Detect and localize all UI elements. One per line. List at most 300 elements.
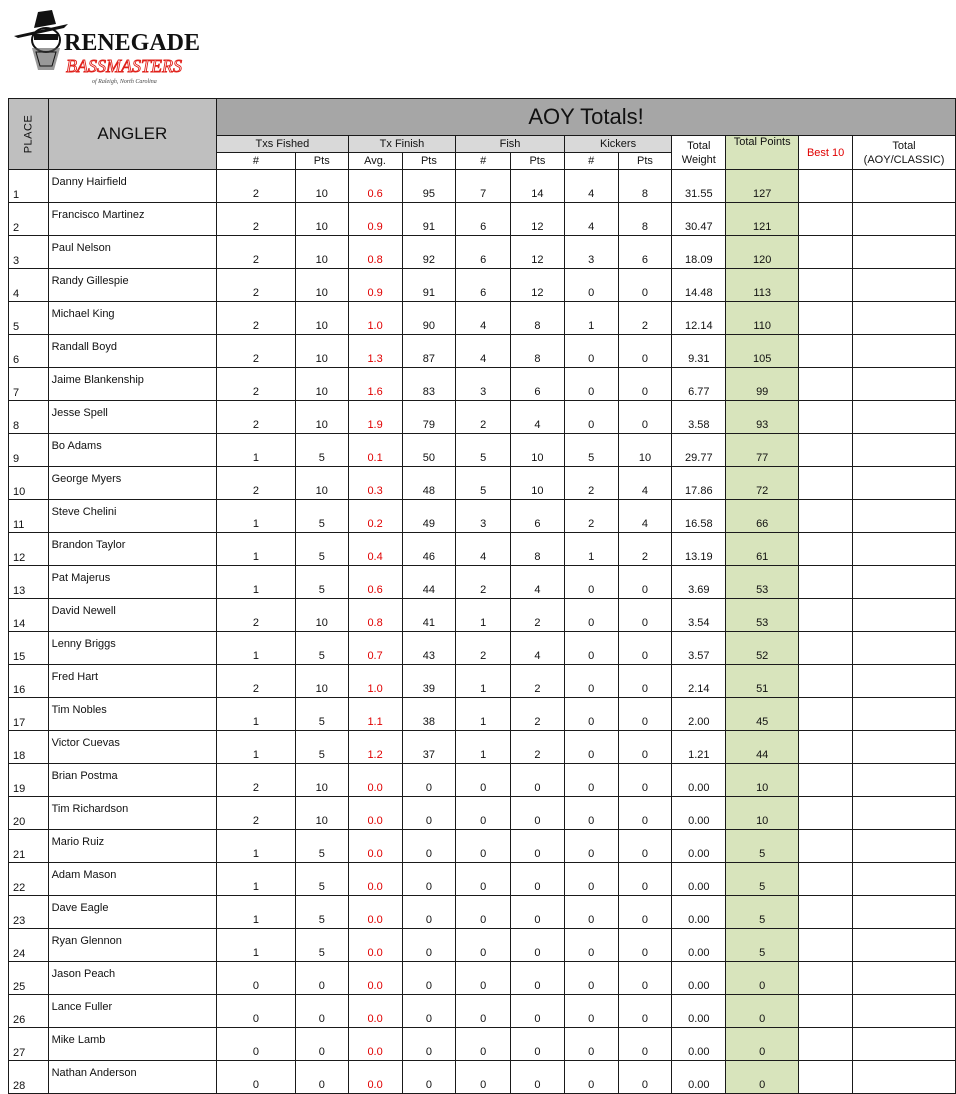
total-aoy-classic-cell	[853, 698, 956, 731]
finish-avg-cell: 0.0	[348, 995, 402, 1028]
kickers-pts-cell: 0	[618, 368, 672, 401]
fish-count-cell: 4	[456, 302, 511, 335]
fish-count-cell: 0	[456, 962, 511, 995]
fish-header: Fish	[456, 136, 564, 153]
fish-count-cell: 7	[456, 170, 511, 203]
txs-fished-pts-cell: 10	[295, 368, 348, 401]
finish-pts-cell: 87	[402, 335, 456, 368]
table-row	[9, 566, 956, 599]
txs-fished-count-cell: 1	[217, 566, 296, 599]
fish-count-cell: 6	[456, 203, 511, 236]
finish-avg-cell: 1.0	[348, 665, 402, 698]
total-aoy-classic-cell	[853, 236, 956, 269]
angler-name-cell: Ryan Glennon	[48, 929, 217, 962]
total-weight-cell: 12.14	[672, 302, 726, 335]
kickers-pts-cell: 0	[618, 830, 672, 863]
fish-pts-cell: 0	[511, 797, 565, 830]
table-row	[9, 962, 956, 995]
total-aoy-classic-cell	[853, 1061, 956, 1094]
kickers-count-cell: 0	[564, 797, 618, 830]
finish-avg-cell: 1.9	[348, 401, 402, 434]
fish-count-cell: 1	[456, 665, 511, 698]
best-10-cell	[799, 764, 853, 797]
total-weight-line1: Total	[687, 139, 711, 152]
total-aoy-classic-cell	[853, 566, 956, 599]
total-aoy-classic-cell	[853, 929, 956, 962]
finish-pts-cell: 0	[402, 797, 456, 830]
finish-avg-cell: 0.8	[348, 599, 402, 632]
fish-count-cell: 1	[456, 698, 511, 731]
total-aoy-classic-cell	[853, 1028, 956, 1061]
finish-avg-cell: 0.9	[348, 269, 402, 302]
finish-avg-cell: 1.6	[348, 368, 402, 401]
table-row	[9, 1061, 956, 1094]
total-aoy-classic-cell	[853, 665, 956, 698]
fish-pts-cell: 2	[511, 665, 565, 698]
table-row	[9, 698, 956, 731]
table-row	[9, 929, 956, 962]
kickers-pts-cell: 0	[618, 599, 672, 632]
kickers-count-cell: 0	[564, 368, 618, 401]
total-points-cell: 0	[726, 1061, 799, 1094]
total-weight-cell: 29.77	[672, 434, 726, 467]
table-row	[9, 434, 956, 467]
kickers-pts-header: Pts	[618, 153, 672, 170]
table-row	[9, 533, 956, 566]
best-10-cell	[799, 632, 853, 665]
place-cell: 22	[9, 863, 49, 896]
total-aoy-classic-cell	[853, 599, 956, 632]
kickers-count-cell: 0	[564, 401, 618, 434]
kickers-count-cell: 2	[564, 500, 618, 533]
kickers-pts-cell: 0	[618, 764, 672, 797]
fish-pts-cell: 0	[511, 830, 565, 863]
total-aoy-classic-cell	[853, 995, 956, 1028]
finish-avg-cell: 0.0	[348, 896, 402, 929]
kickers-pts-cell: 8	[618, 170, 672, 203]
finish-avg-cell: 0.0	[348, 764, 402, 797]
txs-fished-pts-cell: 10	[295, 269, 348, 302]
angler-name-cell: Victor Cuevas	[48, 731, 217, 764]
finish-avg-cell: 0.2	[348, 500, 402, 533]
total-points-cell: 93	[726, 401, 799, 434]
txs-fished-count-cell: 2	[217, 401, 296, 434]
place-cell: 19	[9, 764, 49, 797]
angler-name-cell: Brian Postma	[48, 764, 217, 797]
fish-pts-cell: 8	[511, 335, 565, 368]
txs-fished-pts-cell: 0	[295, 995, 348, 1028]
total-aoy-classic-cell	[853, 731, 956, 764]
txs-fished-pts-cell: 5	[295, 632, 348, 665]
place-cell: 3	[9, 236, 49, 269]
total-weight-cell: 0.00	[672, 797, 726, 830]
total-weight-cell: 3.57	[672, 632, 726, 665]
fish-pts-cell: 0	[511, 1028, 565, 1061]
finish-pts-cell: 79	[402, 401, 456, 434]
fish-count-cell: 3	[456, 500, 511, 533]
kickers-pts-cell: 6	[618, 236, 672, 269]
finish-avg-cell: 0.0	[348, 1028, 402, 1061]
place-cell: 17	[9, 698, 49, 731]
txs-fished-count-cell: 1	[217, 632, 296, 665]
txs-fished-pts-cell: 10	[295, 203, 348, 236]
place-header: PLACE	[9, 99, 49, 170]
best-10-cell	[799, 236, 853, 269]
best-10-cell	[799, 368, 853, 401]
best-10-cell	[799, 335, 853, 368]
kickers-count-cell: 0	[564, 995, 618, 1028]
finish-avg-cell: 0.0	[348, 830, 402, 863]
txs-fished-pts-cell: 10	[295, 467, 348, 500]
table-row	[9, 500, 956, 533]
angler-name-cell: Dave Eagle	[48, 896, 217, 929]
finish-avg-cell: 0.0	[348, 1061, 402, 1094]
total-weight-cell: 0.00	[672, 1028, 726, 1061]
kickers-pts-cell: 0	[618, 401, 672, 434]
txs-fished-pts-cell: 0	[295, 962, 348, 995]
best-10-cell	[799, 500, 853, 533]
place-cell: 9	[9, 434, 49, 467]
txs-fished-count-cell: 1	[217, 434, 296, 467]
total-line2: (AOY/CLASSIC)	[863, 153, 945, 166]
total-points-cell: 53	[726, 599, 799, 632]
kickers-count-cell: 4	[564, 203, 618, 236]
angler-name-cell: Lenny Briggs	[48, 632, 217, 665]
kickers-pts-cell: 2	[618, 533, 672, 566]
total-weight-cell: 0.00	[672, 830, 726, 863]
best-10-cell	[799, 203, 853, 236]
fish-count-cell: 0	[456, 929, 511, 962]
total-aoy-classic-cell	[853, 863, 956, 896]
finish-avg-header: Avg.	[348, 153, 402, 170]
finish-pts-cell: 44	[402, 566, 456, 599]
place-cell: 4	[9, 269, 49, 302]
kickers-pts-cell: 0	[618, 863, 672, 896]
fish-pts-cell: 2	[511, 731, 565, 764]
total-points-cell: 120	[726, 236, 799, 269]
kickers-count-cell: 4	[564, 170, 618, 203]
txs-fished-count-cell: 1	[217, 731, 296, 764]
best-10-cell	[799, 1028, 853, 1061]
fish-pts-cell: 4	[511, 401, 565, 434]
finish-pts-cell: 0	[402, 962, 456, 995]
total-points-cell: 0	[726, 995, 799, 1028]
fish-pts-cell: 6	[511, 368, 565, 401]
txs-fished-count-cell: 2	[217, 170, 296, 203]
finish-pts-cell: 91	[402, 269, 456, 302]
table-row	[9, 731, 956, 764]
finish-avg-cell: 0.0	[348, 863, 402, 896]
total-aoy-classic-cell	[853, 401, 956, 434]
total-weight-cell: 0.00	[672, 896, 726, 929]
finish-avg-cell: 0.3	[348, 467, 402, 500]
renegade-bassmasters-logo	[8, 6, 218, 86]
angler-name-cell: Adam Mason	[48, 863, 217, 896]
place-cell: 6	[9, 335, 49, 368]
total-aoy-classic-cell	[853, 269, 956, 302]
total-aoy-classic-cell	[853, 302, 956, 335]
best-10-cell	[799, 302, 853, 335]
txs-fished-pts-cell: 5	[295, 500, 348, 533]
txs-fished-count-cell: 2	[217, 302, 296, 335]
kickers-pts-cell: 0	[618, 962, 672, 995]
txs-fished-header: Txs Fished	[217, 136, 349, 153]
finish-pts-cell: 43	[402, 632, 456, 665]
kickers-pts-cell: 0	[618, 665, 672, 698]
place-cell: 5	[9, 302, 49, 335]
kickers-pts-cell: 0	[618, 929, 672, 962]
total-aoy-classic-cell	[853, 797, 956, 830]
total-points-cell: 113	[726, 269, 799, 302]
finish-pts-cell: 50	[402, 434, 456, 467]
finish-avg-cell: 1.2	[348, 731, 402, 764]
kickers-count-cell: 0	[564, 1028, 618, 1061]
total-points-cell: 110	[726, 302, 799, 335]
table-row	[9, 269, 956, 302]
kickers-count-cell: 0	[564, 1061, 618, 1094]
table-row	[9, 830, 956, 863]
kickers-count-cell: 0	[564, 566, 618, 599]
fish-pts-cell: 10	[511, 434, 565, 467]
angler-name-cell: George Myers	[48, 467, 217, 500]
table-row	[9, 632, 956, 665]
fish-count-cell: 4	[456, 335, 511, 368]
finish-pts-cell: 48	[402, 467, 456, 500]
fish-count-cell: 3	[456, 368, 511, 401]
table-row	[9, 599, 956, 632]
total-weight-cell: 3.58	[672, 401, 726, 434]
txs-fished-count-cell: 2	[217, 599, 296, 632]
tx-finish-header: Tx Finish	[348, 136, 456, 153]
total-weight-cell: 2.00	[672, 698, 726, 731]
place-cell: 23	[9, 896, 49, 929]
total-points-cell: 51	[726, 665, 799, 698]
angler-name-cell: Jesse Spell	[48, 401, 217, 434]
kickers-count-cell: 1	[564, 533, 618, 566]
angler-header: ANGLER	[48, 99, 217, 170]
best-10-cell	[799, 170, 853, 203]
txs-fished-count-cell: 2	[217, 368, 296, 401]
finish-pts-cell: 0	[402, 896, 456, 929]
best-10-header: Best 10	[799, 136, 853, 170]
table-row	[9, 764, 956, 797]
kickers-header: Kickers	[564, 136, 672, 153]
fish-count-cell: 1	[456, 599, 511, 632]
kickers-pts-cell: 0	[618, 698, 672, 731]
finish-pts-header: Pts	[402, 153, 456, 170]
place-cell: 24	[9, 929, 49, 962]
txs-fished-count-cell: 1	[217, 698, 296, 731]
fish-count-cell: 0	[456, 764, 511, 797]
finish-pts-cell: 92	[402, 236, 456, 269]
total-aoy-classic-cell	[853, 632, 956, 665]
best-10-cell	[799, 830, 853, 863]
txs-fished-pts-cell: 10	[295, 665, 348, 698]
angler-name-cell: Tim Nobles	[48, 698, 217, 731]
best-10-cell	[799, 533, 853, 566]
best-10-cell	[799, 269, 853, 302]
finish-pts-cell: 38	[402, 698, 456, 731]
place-cell: 1	[9, 170, 49, 203]
finish-pts-cell: 37	[402, 731, 456, 764]
total-aoy-classic-cell	[853, 830, 956, 863]
table-row	[9, 665, 956, 698]
kickers-pts-cell: 2	[618, 302, 672, 335]
fish-count-cell: 2	[456, 566, 511, 599]
fish-pts-cell: 0	[511, 929, 565, 962]
txs-fished-count-cell: 0	[217, 962, 296, 995]
total-weight-cell: 0.00	[672, 995, 726, 1028]
fish-pts-cell: 0	[511, 896, 565, 929]
txs-fished-pts-cell: 5	[295, 533, 348, 566]
txs-fished-count-cell: 1	[217, 863, 296, 896]
fish-count-cell: 0	[456, 995, 511, 1028]
fish-pts-cell: 4	[511, 566, 565, 599]
kickers-count-cell: 0	[564, 929, 618, 962]
kickers-count-cell: 0	[564, 830, 618, 863]
best-10-cell	[799, 896, 853, 929]
table-row	[9, 797, 956, 830]
angler-name-cell: Paul Nelson	[48, 236, 217, 269]
svg-text:BASSMASTERS: BASSMASTERS	[66, 56, 182, 76]
place-cell: 15	[9, 632, 49, 665]
finish-avg-cell: 0.9	[348, 203, 402, 236]
fish-count-cell: 0	[456, 830, 511, 863]
total-points-cell: 77	[726, 434, 799, 467]
finish-avg-cell: 0.6	[348, 566, 402, 599]
angler-name-cell: Jaime Blankenship	[48, 368, 217, 401]
total-aoy-classic-cell	[853, 896, 956, 929]
total-weight-header	[672, 136, 726, 170]
txs-fished-count-cell: 2	[217, 467, 296, 500]
kickers-count-cell: 0	[564, 731, 618, 764]
txs-fished-count-cell: 2	[217, 665, 296, 698]
finish-pts-cell: 0	[402, 764, 456, 797]
fish-pts-cell: 0	[511, 764, 565, 797]
kickers-pts-cell: 0	[618, 269, 672, 302]
txs-fished-count-cell: 2	[217, 764, 296, 797]
txs-fished-count-cell: 2	[217, 335, 296, 368]
best-10-cell	[799, 467, 853, 500]
fish-pts-cell: 0	[511, 1061, 565, 1094]
finish-pts-cell: 0	[402, 1028, 456, 1061]
total-points-cell: 66	[726, 500, 799, 533]
angler-name-cell: David Newell	[48, 599, 217, 632]
kickers-count-cell: 0	[564, 764, 618, 797]
total-points-cell: 61	[726, 533, 799, 566]
angler-name-cell: Francisco Martinez	[48, 203, 217, 236]
txs-fished-pts-cell: 5	[295, 566, 348, 599]
finish-pts-cell: 0	[402, 995, 456, 1028]
kickers-count-cell: 0	[564, 863, 618, 896]
angler-name-cell: Randy Gillespie	[48, 269, 217, 302]
finish-pts-cell: 46	[402, 533, 456, 566]
finish-avg-cell: 0.8	[348, 236, 402, 269]
finish-avg-cell: 0.0	[348, 797, 402, 830]
total-points-cell: 121	[726, 203, 799, 236]
txs-fished-count-cell: 0	[217, 995, 296, 1028]
total-aoy-classic-cell	[853, 368, 956, 401]
finish-pts-cell: 39	[402, 665, 456, 698]
txs-fished-count-cell: 2	[217, 236, 296, 269]
total-points-header: Total Points	[726, 136, 799, 170]
fish-count-cell: 5	[456, 434, 511, 467]
total-points-cell: 0	[726, 962, 799, 995]
finish-avg-cell: 1.1	[348, 698, 402, 731]
aoy-standings-table	[8, 98, 956, 1094]
place-cell: 16	[9, 665, 49, 698]
total-aoy-classic-cell	[853, 962, 956, 995]
total-aoy-classic-cell	[853, 335, 956, 368]
txs-pts-header: Pts	[295, 153, 348, 170]
place-cell: 11	[9, 500, 49, 533]
kickers-pts-cell: 0	[618, 995, 672, 1028]
logo-graphic	[8, 6, 218, 86]
total-points-cell: 52	[726, 632, 799, 665]
total-aoy-classic-cell	[853, 467, 956, 500]
txs-fished-pts-cell: 10	[295, 401, 348, 434]
fish-pts-cell: 14	[511, 170, 565, 203]
txs-fished-count-cell: 1	[217, 500, 296, 533]
best-10-cell	[799, 599, 853, 632]
txs-fished-pts-cell: 10	[295, 764, 348, 797]
fish-pts-cell: 8	[511, 302, 565, 335]
kickers-count-cell: 0	[564, 665, 618, 698]
kickers-count-cell: 0	[564, 962, 618, 995]
svg-text:RENEGADE: RENEGADE	[64, 30, 201, 56]
txs-fished-pts-cell: 5	[295, 929, 348, 962]
total-weight-cell: 18.09	[672, 236, 726, 269]
total-weight-cell: 0.00	[672, 962, 726, 995]
place-cell: 13	[9, 566, 49, 599]
place-cell: 10	[9, 467, 49, 500]
angler-name-cell: Danny Hairfield	[48, 170, 217, 203]
txs-fished-count-cell: 1	[217, 830, 296, 863]
table-row	[9, 896, 956, 929]
finish-avg-cell: 0.0	[348, 929, 402, 962]
txs-fished-pts-cell: 5	[295, 698, 348, 731]
place-cell: 20	[9, 797, 49, 830]
total-weight-cell: 3.69	[672, 566, 726, 599]
svg-text:of Raleigh, North Carolina: of Raleigh, North Carolina	[92, 79, 157, 85]
aoy-totals-title: AOY Totals!	[217, 99, 956, 136]
fish-count-cell: 1	[456, 731, 511, 764]
total-aoy-classic-cell	[853, 203, 956, 236]
total-points-cell: 5	[726, 929, 799, 962]
txs-fished-pts-cell: 0	[295, 1061, 348, 1094]
finish-avg-cell: 0.1	[348, 434, 402, 467]
fish-pts-cell: 10	[511, 467, 565, 500]
kickers-count-cell: 5	[564, 434, 618, 467]
total-weight-cell: 30.47	[672, 203, 726, 236]
fish-count-cell: 0	[456, 1061, 511, 1094]
angler-name-cell: Bo Adams	[48, 434, 217, 467]
fish-count-header: #	[456, 153, 511, 170]
finish-pts-cell: 95	[402, 170, 456, 203]
txs-fished-pts-cell: 5	[295, 434, 348, 467]
best-10-cell	[799, 797, 853, 830]
total-points-cell: 5	[726, 830, 799, 863]
total-line1: Total	[892, 139, 916, 152]
fish-count-cell: 0	[456, 896, 511, 929]
kickers-count-cell: 0	[564, 632, 618, 665]
total-weight-cell: 3.54	[672, 599, 726, 632]
total-points-cell: 10	[726, 797, 799, 830]
total-weight-cell: 0.00	[672, 1061, 726, 1094]
finish-avg-cell: 1.0	[348, 302, 402, 335]
txs-fished-count-cell: 0	[217, 1028, 296, 1061]
finish-avg-cell: 0.4	[348, 533, 402, 566]
